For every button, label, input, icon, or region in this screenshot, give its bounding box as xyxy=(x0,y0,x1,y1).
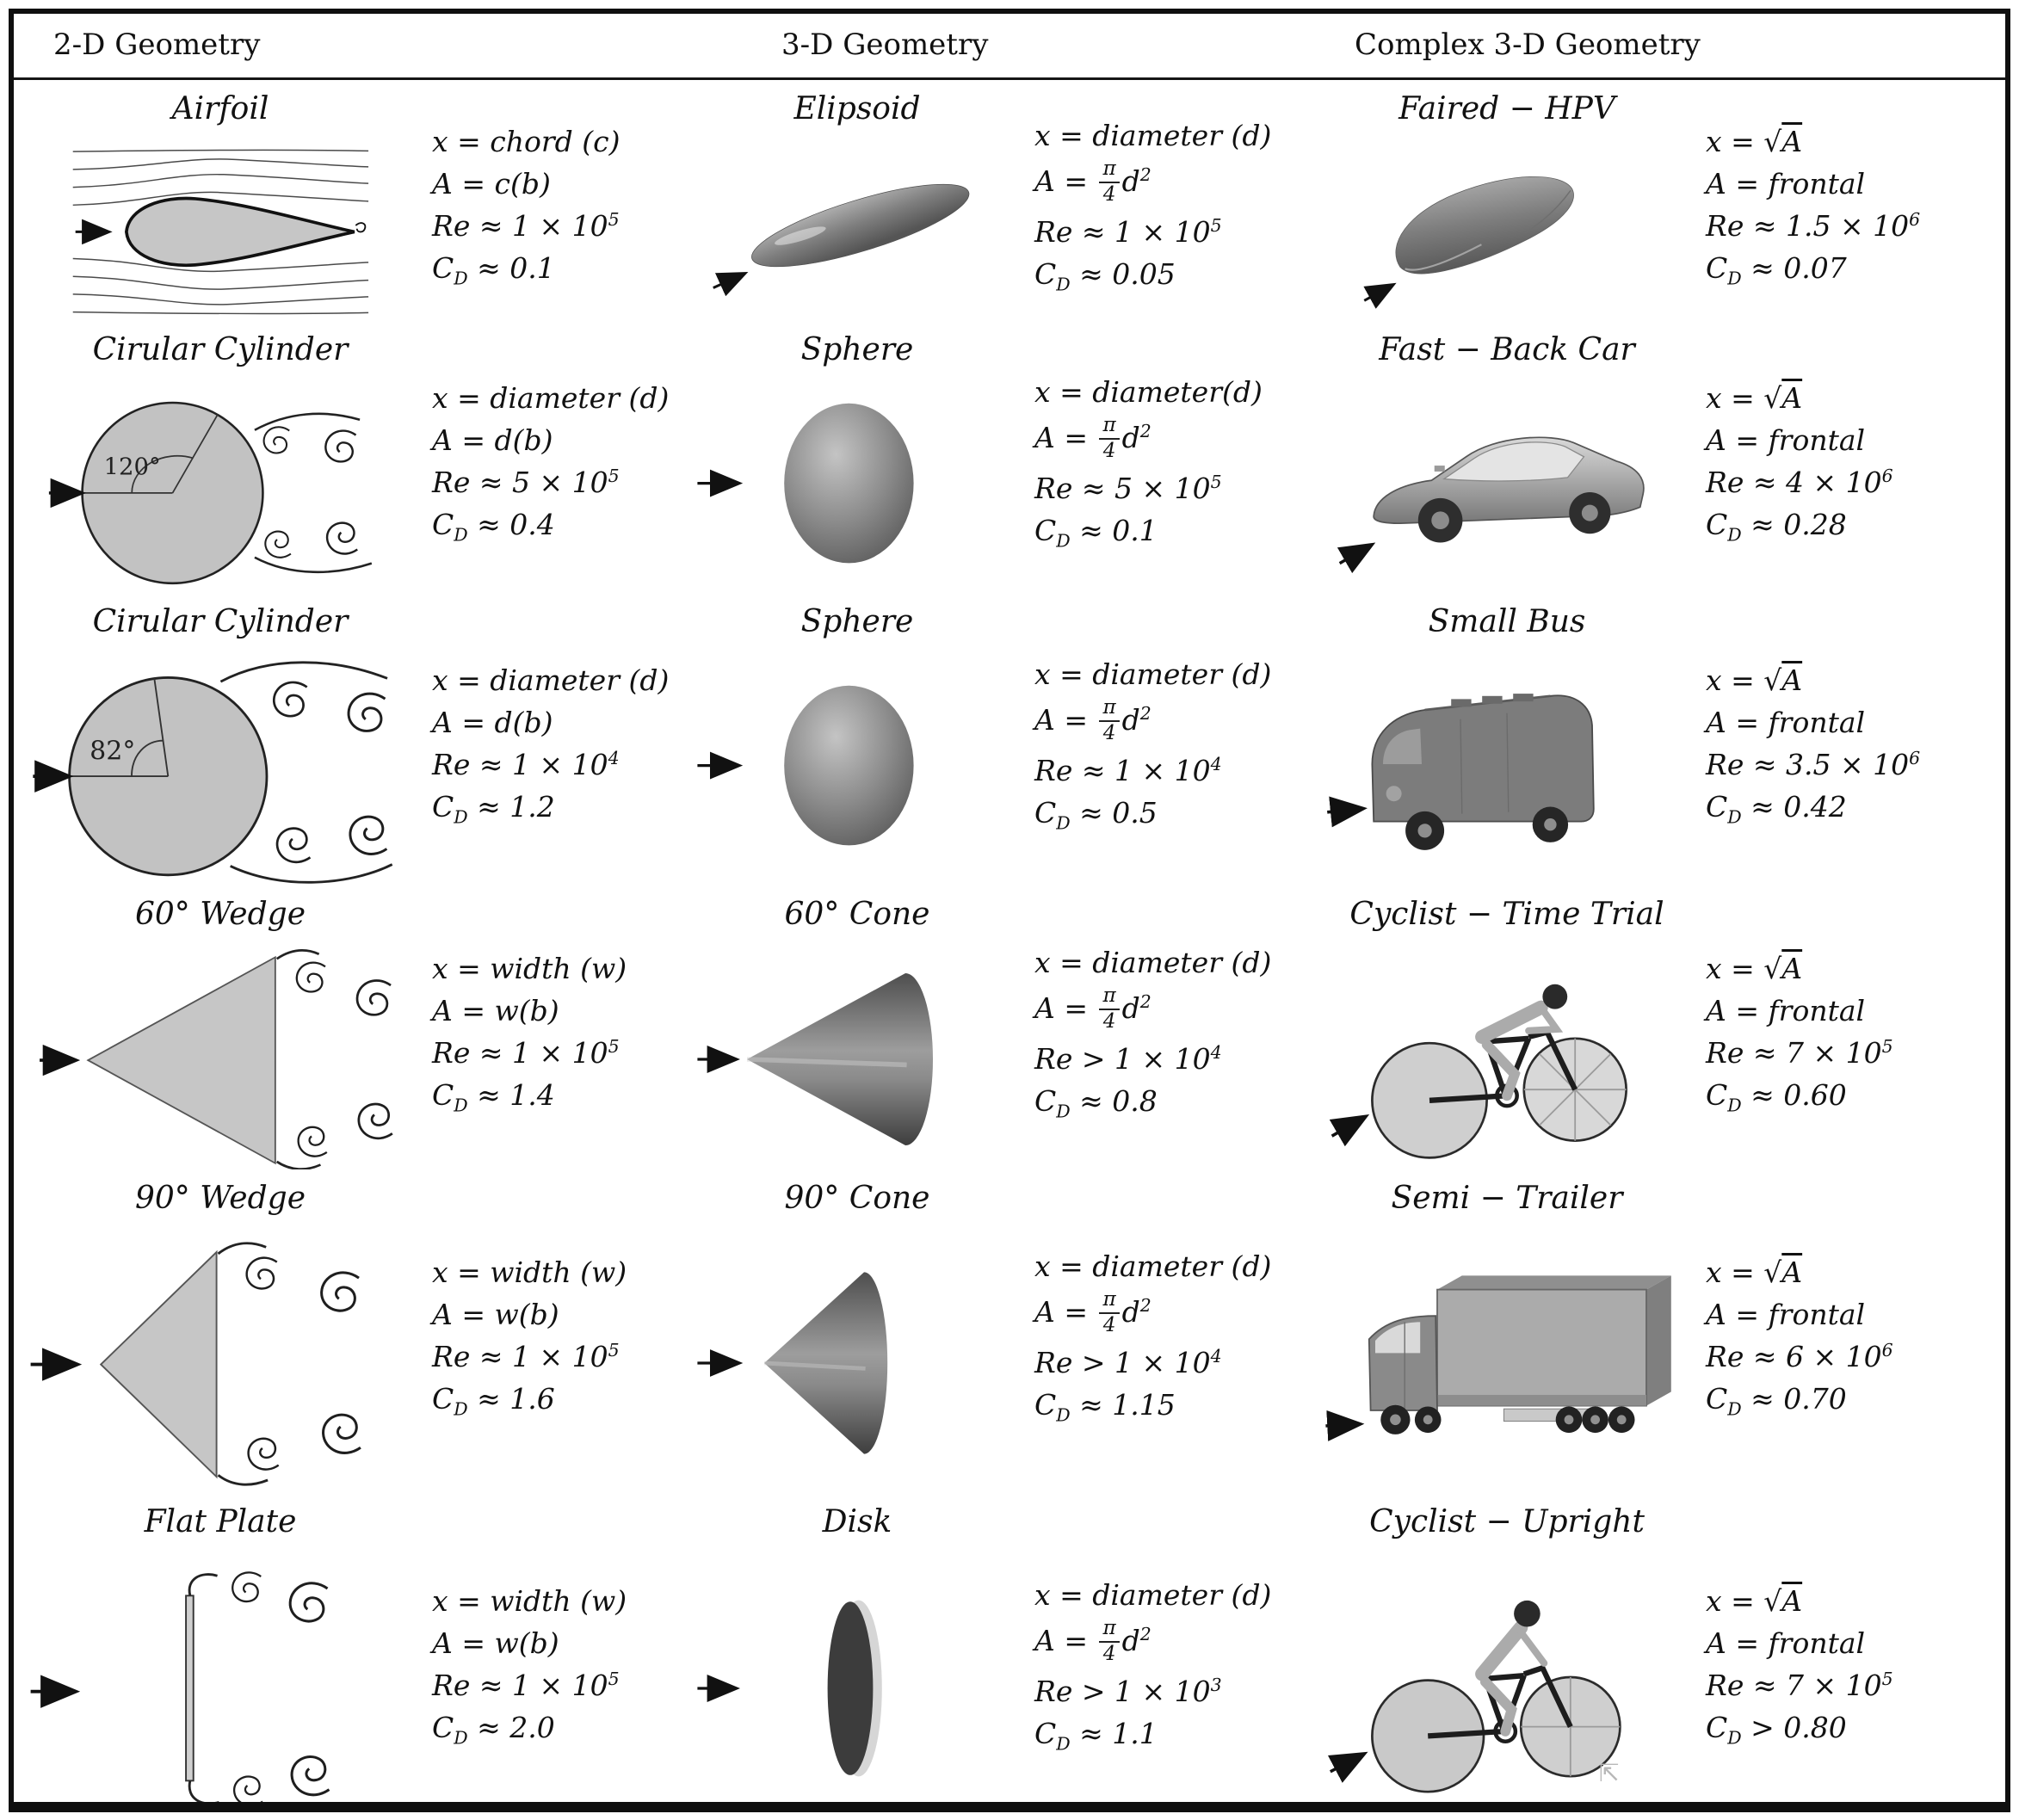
cone-60-illustration xyxy=(692,935,1022,1169)
fast-back-car-title: Fast − Back Car xyxy=(1379,332,1635,367)
airfoil-title: Airfoil xyxy=(171,91,269,126)
cone-90-illustration xyxy=(692,1219,1022,1493)
airfoil-body xyxy=(126,199,354,266)
rider-head xyxy=(1514,1601,1540,1627)
circular-cylinder-82-figure xyxy=(14,602,427,885)
elipsoid-diagram xyxy=(692,130,1022,321)
drag-coefficient: $C_D \approx 1.2$ xyxy=(432,790,555,828)
vortex-icon xyxy=(321,1273,358,1311)
sphere-title: Sphere xyxy=(800,604,914,639)
circular-cylinder-120-diagram xyxy=(22,371,419,593)
x-definition: x = √A xyxy=(1706,125,1803,158)
area-definition: A = $\frac{\pi}{4}$ $d^2$ xyxy=(1034,1288,1152,1336)
reynolds-number: $Re \approx 7 \times 10^5$ xyxy=(1706,1036,1893,1070)
area-definition: A = frontal xyxy=(1706,1298,1866,1331)
sphere-figure-supercritical xyxy=(685,330,1029,593)
row-wedge90-cone90-semitrailer xyxy=(14,1169,2005,1493)
airfoil-properties xyxy=(427,89,685,321)
circular-cylinder-120-figure xyxy=(14,330,427,593)
reynolds-number: $Re \approx 1 \times 10^5$ xyxy=(432,1036,620,1070)
sphere-subcritical-properties xyxy=(1029,602,1313,885)
fast-back-car-illustration xyxy=(1321,371,1693,593)
reynolds-number: $Re \approx 1 \times 10^4$ xyxy=(1034,753,1222,787)
vortex-icon xyxy=(290,1583,327,1621)
drag-coefficient: $C_D \approx 0.4$ xyxy=(432,508,555,546)
circular-cylinder-120-properties xyxy=(427,330,685,593)
disk-figure xyxy=(685,1502,1029,1812)
reynolds-number: $Re \approx 1 \times 10^5$ xyxy=(432,209,620,243)
flow-arrow-icon xyxy=(1327,809,1358,812)
drag-coefficient: $C_D \approx 1.15$ xyxy=(1034,1387,1176,1426)
small-bus-title: Small Bus xyxy=(1428,604,1586,639)
drag-coefficient: $C_D \approx 0.60$ xyxy=(1706,1078,1847,1116)
reynolds-number: $Re > 1 \times 10^4$ xyxy=(1034,1041,1222,1076)
vortex-icon xyxy=(265,532,291,558)
header-2d-geometry: 2-D Geometry xyxy=(53,28,261,62)
area-definition: A = c(b) xyxy=(432,167,551,201)
area-definition: A = d(b) xyxy=(432,423,553,457)
flat-plate-title: Flat Plate xyxy=(144,1504,297,1539)
column-headers xyxy=(14,14,2005,80)
vortex-icon xyxy=(298,1127,326,1157)
faired-hpv-properties xyxy=(1701,89,2002,321)
row-flatplate-disk-cyclist-upright xyxy=(14,1493,2005,1812)
drag-coefficient: $C_D > 0.80$ xyxy=(1706,1711,1847,1749)
drag-coefficient: $C_D \approx 1.1$ xyxy=(1034,1716,1158,1755)
drag-coefficient: $C_D \approx 0.8$ xyxy=(1034,1083,1158,1122)
reynolds-number: $Re \approx 5 \times 10^5$ xyxy=(432,466,620,499)
cone-90-figure xyxy=(685,1178,1029,1493)
area-definition: A = frontal xyxy=(1706,167,1866,201)
trailing-edge-curl-icon xyxy=(355,223,365,231)
disk-title: Disk xyxy=(822,1504,892,1539)
cyclist-upright-properties xyxy=(1701,1502,2002,1812)
x-definition: x = width (w) xyxy=(432,1255,627,1289)
semi-trailer-figure xyxy=(1313,1178,1701,1493)
x-definition: x = diameter (d) xyxy=(432,381,670,415)
wedge-60-properties xyxy=(427,894,685,1169)
rider-head xyxy=(1542,984,1567,1009)
airfoil-figure xyxy=(14,89,427,321)
area-definition: A = frontal xyxy=(1706,423,1866,457)
flow-arrow-icon xyxy=(1331,1756,1360,1772)
faired-hpv-figure xyxy=(1313,89,1701,321)
small-bus-illustration xyxy=(1321,643,1693,885)
vortex-icon xyxy=(232,1572,261,1601)
area-definition: A = $\frac{\pi}{4}$ $d^2$ xyxy=(1034,984,1152,1033)
sphere-figure-subcritical xyxy=(685,602,1029,885)
reynolds-number: $Re \approx 1 \times 10^4$ xyxy=(432,748,620,781)
semi-trailer-title: Semi − Trailer xyxy=(1391,1181,1623,1216)
drag-coefficient: $C_D \approx 0.5$ xyxy=(1034,795,1158,834)
cyclist-upright-illustration xyxy=(1321,1543,1693,1812)
wedge-90-properties xyxy=(427,1178,685,1493)
cyclist-time-trial-figure xyxy=(1313,894,1701,1169)
wedge-60-title: 60° Wedge xyxy=(134,897,306,932)
small-bus-properties xyxy=(1701,602,2002,885)
area-definition: A = frontal xyxy=(1706,994,1866,1027)
area-definition: A = w(b) xyxy=(432,1626,559,1660)
reynolds-number: $Re \approx 1.5 \times 10^6$ xyxy=(1706,209,1921,243)
flow-arrow-icon xyxy=(713,275,742,288)
drag-coefficient: $C_D \approx 1.4$ xyxy=(432,1078,555,1116)
wedge-90-title: 90° Wedge xyxy=(134,1181,306,1216)
area-definition: A = $\frac{\pi}{4}$ $d^2$ xyxy=(1034,414,1152,462)
cone-90-properties xyxy=(1029,1178,1313,1493)
drag-coefficient: $C_D \approx 1.6$ xyxy=(432,1382,555,1420)
reynolds-number: $Re \approx 1 \times 10^5$ xyxy=(1034,214,1222,249)
x-definition: x = diameter (d) xyxy=(1034,119,1272,153)
x-definition: x = diameter (d) xyxy=(1034,1249,1272,1284)
circular-cylinder-title: Cirular Cylinder xyxy=(92,332,349,367)
angle-label: 120° xyxy=(103,453,161,481)
elipsoid-properties xyxy=(1029,89,1313,321)
flat-plate-figure xyxy=(14,1502,427,1812)
x-definition: x = diameter (d) xyxy=(1034,657,1272,692)
drag-coefficient: $C_D \approx 0.07$ xyxy=(1706,251,1847,289)
area-definition: A = w(b) xyxy=(432,1298,559,1331)
vortex-icon xyxy=(277,829,310,862)
cyclist-upright-title: Cyclist − Upright xyxy=(1369,1504,1645,1539)
row-cylinder120-sphere-car xyxy=(14,321,2005,593)
sphere-supercritical-properties xyxy=(1029,330,1313,593)
fast-back-car-properties xyxy=(1701,330,2002,593)
cyclist-time-trial-illustration xyxy=(1321,935,1693,1169)
area-definition: A = $\frac{\pi}{4}$ $d^2$ xyxy=(1034,157,1152,206)
flow-arrow-icon xyxy=(1340,547,1368,564)
x-definition: x = √A xyxy=(1706,663,1803,697)
wedge-60-figure xyxy=(14,894,427,1169)
header-3d-geometry: 3-D Geometry xyxy=(781,28,989,62)
reynolds-number: $Re \approx 3.5 \times 10^6$ xyxy=(1706,748,1921,781)
cone-90-title: 90° Cone xyxy=(784,1181,930,1216)
semi-trailer-properties xyxy=(1701,1178,2002,1493)
reynolds-number: $Re \approx 6 \times 10^6$ xyxy=(1706,1340,1893,1373)
flat-plate-properties xyxy=(427,1502,685,1812)
elipsoid-title: Elipsoid xyxy=(793,91,921,126)
reynolds-number: $Re > 1 \times 10^4$ xyxy=(1034,1345,1222,1379)
flow-arrow-icon xyxy=(1364,287,1390,300)
wedge-90-diagram xyxy=(22,1219,419,1493)
drag-coefficient: $C_D \approx 0.70$ xyxy=(1706,1382,1847,1420)
faired-hpv-illustration xyxy=(1321,130,1693,321)
circular-cylinder-82-properties xyxy=(427,602,685,885)
drag-coefficient: $C_D \approx 0.05$ xyxy=(1034,256,1176,295)
x-definition: x = √A xyxy=(1706,1255,1803,1289)
fast-back-car-figure xyxy=(1313,330,1701,593)
airfoil-diagram xyxy=(22,130,419,321)
cyclist-time-trial-properties xyxy=(1701,894,2002,1169)
vortex-icon xyxy=(292,1757,329,1795)
angle-label: 82° xyxy=(89,736,136,767)
reynolds-number: $Re > 1 \times 10^3$ xyxy=(1034,1674,1222,1708)
area-definition: A = $\frac{\pi}{4}$ $d^2$ xyxy=(1034,1617,1152,1665)
vortex-icon xyxy=(357,980,391,1015)
faired-hpv-title: Faired − HPV xyxy=(1398,91,1615,126)
cone-60-properties xyxy=(1029,894,1313,1169)
disk-illustration xyxy=(692,1543,1022,1812)
drag-coefficient: $C_D \approx 0.1$ xyxy=(432,251,555,289)
reynolds-number: $Re \approx 5 \times 10^5$ xyxy=(1034,471,1222,505)
vortex-icon xyxy=(296,963,324,992)
area-definition: A = w(b) xyxy=(432,994,559,1027)
drag-coefficient: $C_D \approx 0.42$ xyxy=(1706,790,1847,828)
wedge-90-figure xyxy=(14,1178,427,1493)
elipsoid-figure xyxy=(685,89,1029,321)
reynolds-number: $Re \approx 1 \times 10^5$ xyxy=(432,1340,620,1373)
drag-coefficient: $C_D \approx 0.1$ xyxy=(1034,513,1158,552)
x-definition: x = width (w) xyxy=(432,1584,627,1618)
mirror-icon xyxy=(1435,466,1445,472)
flat-plate-diagram xyxy=(22,1543,419,1812)
vortex-icon xyxy=(248,1439,278,1470)
disk-properties xyxy=(1029,1502,1313,1812)
circular-cylinder-title: Cirular Cylinder xyxy=(92,604,349,639)
drag-coefficient: $C_D \approx 0.28$ xyxy=(1706,508,1847,546)
cyclist-upright-figure xyxy=(1313,1502,1701,1812)
area-definition: A = $\frac{\pi}{4}$ $d^2$ xyxy=(1034,696,1152,744)
cyclist-time-trial-title: Cyclist − Time Trial xyxy=(1349,897,1664,932)
vortex-icon xyxy=(234,1777,262,1806)
vortex-icon xyxy=(274,682,306,716)
x-definition: x = chord (c) xyxy=(432,125,621,158)
x-definition: x = diameter(d) xyxy=(1034,375,1263,410)
row-cylinder82-sphere-bus xyxy=(14,593,2005,885)
x-definition: x = width (w) xyxy=(432,952,627,985)
windshield xyxy=(1375,1322,1420,1353)
row-airfoil-elipsoid-hpv xyxy=(14,80,2005,321)
x-definition: x = √A xyxy=(1706,1584,1803,1618)
mouse-cursor-artifact: ⇱ xyxy=(1599,1759,1620,1787)
sphere-illustration xyxy=(692,371,1022,593)
vortex-icon xyxy=(246,1258,276,1289)
x-definition: x = diameter (d) xyxy=(432,663,670,697)
reynolds-number: $Re \approx 7 \times 10^5$ xyxy=(1706,1669,1893,1702)
drag-coefficient: $C_D \approx 2.0$ xyxy=(432,1711,555,1749)
cone-60-title: 60° Cone xyxy=(784,897,930,932)
vortex-icon xyxy=(349,817,386,854)
area-definition: A = d(b) xyxy=(432,706,553,739)
x-definition: x = diameter (d) xyxy=(1034,946,1272,980)
area-definition: A = frontal xyxy=(1706,706,1866,739)
flow-arrow-icon xyxy=(1332,1119,1361,1136)
vortex-icon xyxy=(263,427,289,453)
vortex-icon xyxy=(349,694,385,731)
x-definition: x = √A xyxy=(1706,381,1803,415)
table-frame xyxy=(9,9,2010,1812)
circular-cylinder-82-diagram xyxy=(22,643,419,885)
row-wedge60-cone60-cyclist-tt xyxy=(14,885,2005,1169)
reynolds-number: $Re \approx 1 \times 10^5$ xyxy=(432,1669,620,1702)
reynolds-number: $Re \approx 4 \times 10^6$ xyxy=(1706,466,1893,499)
area-definition: A = frontal xyxy=(1706,1626,1866,1660)
header-complex-3d-geometry: Complex 3-D Geometry xyxy=(1355,28,1701,62)
vortex-icon xyxy=(327,523,357,554)
vortex-icon xyxy=(358,1104,392,1138)
flow-arrow-icon xyxy=(1325,1424,1355,1426)
headlight-icon xyxy=(1386,786,1402,801)
sphere-title: Sphere xyxy=(800,332,914,367)
small-bus-figure xyxy=(1313,602,1701,885)
x-definition: x = diameter (d) xyxy=(1034,1578,1272,1613)
cone-60-figure xyxy=(685,894,1029,1169)
x-definition: x = √A xyxy=(1706,952,1803,985)
vortex-icon xyxy=(325,431,355,462)
sphere-illustration xyxy=(692,643,1022,885)
wedge-60-diagram xyxy=(22,935,419,1169)
vortex-icon xyxy=(323,1415,360,1453)
semi-trailer-illustration xyxy=(1321,1219,1693,1493)
